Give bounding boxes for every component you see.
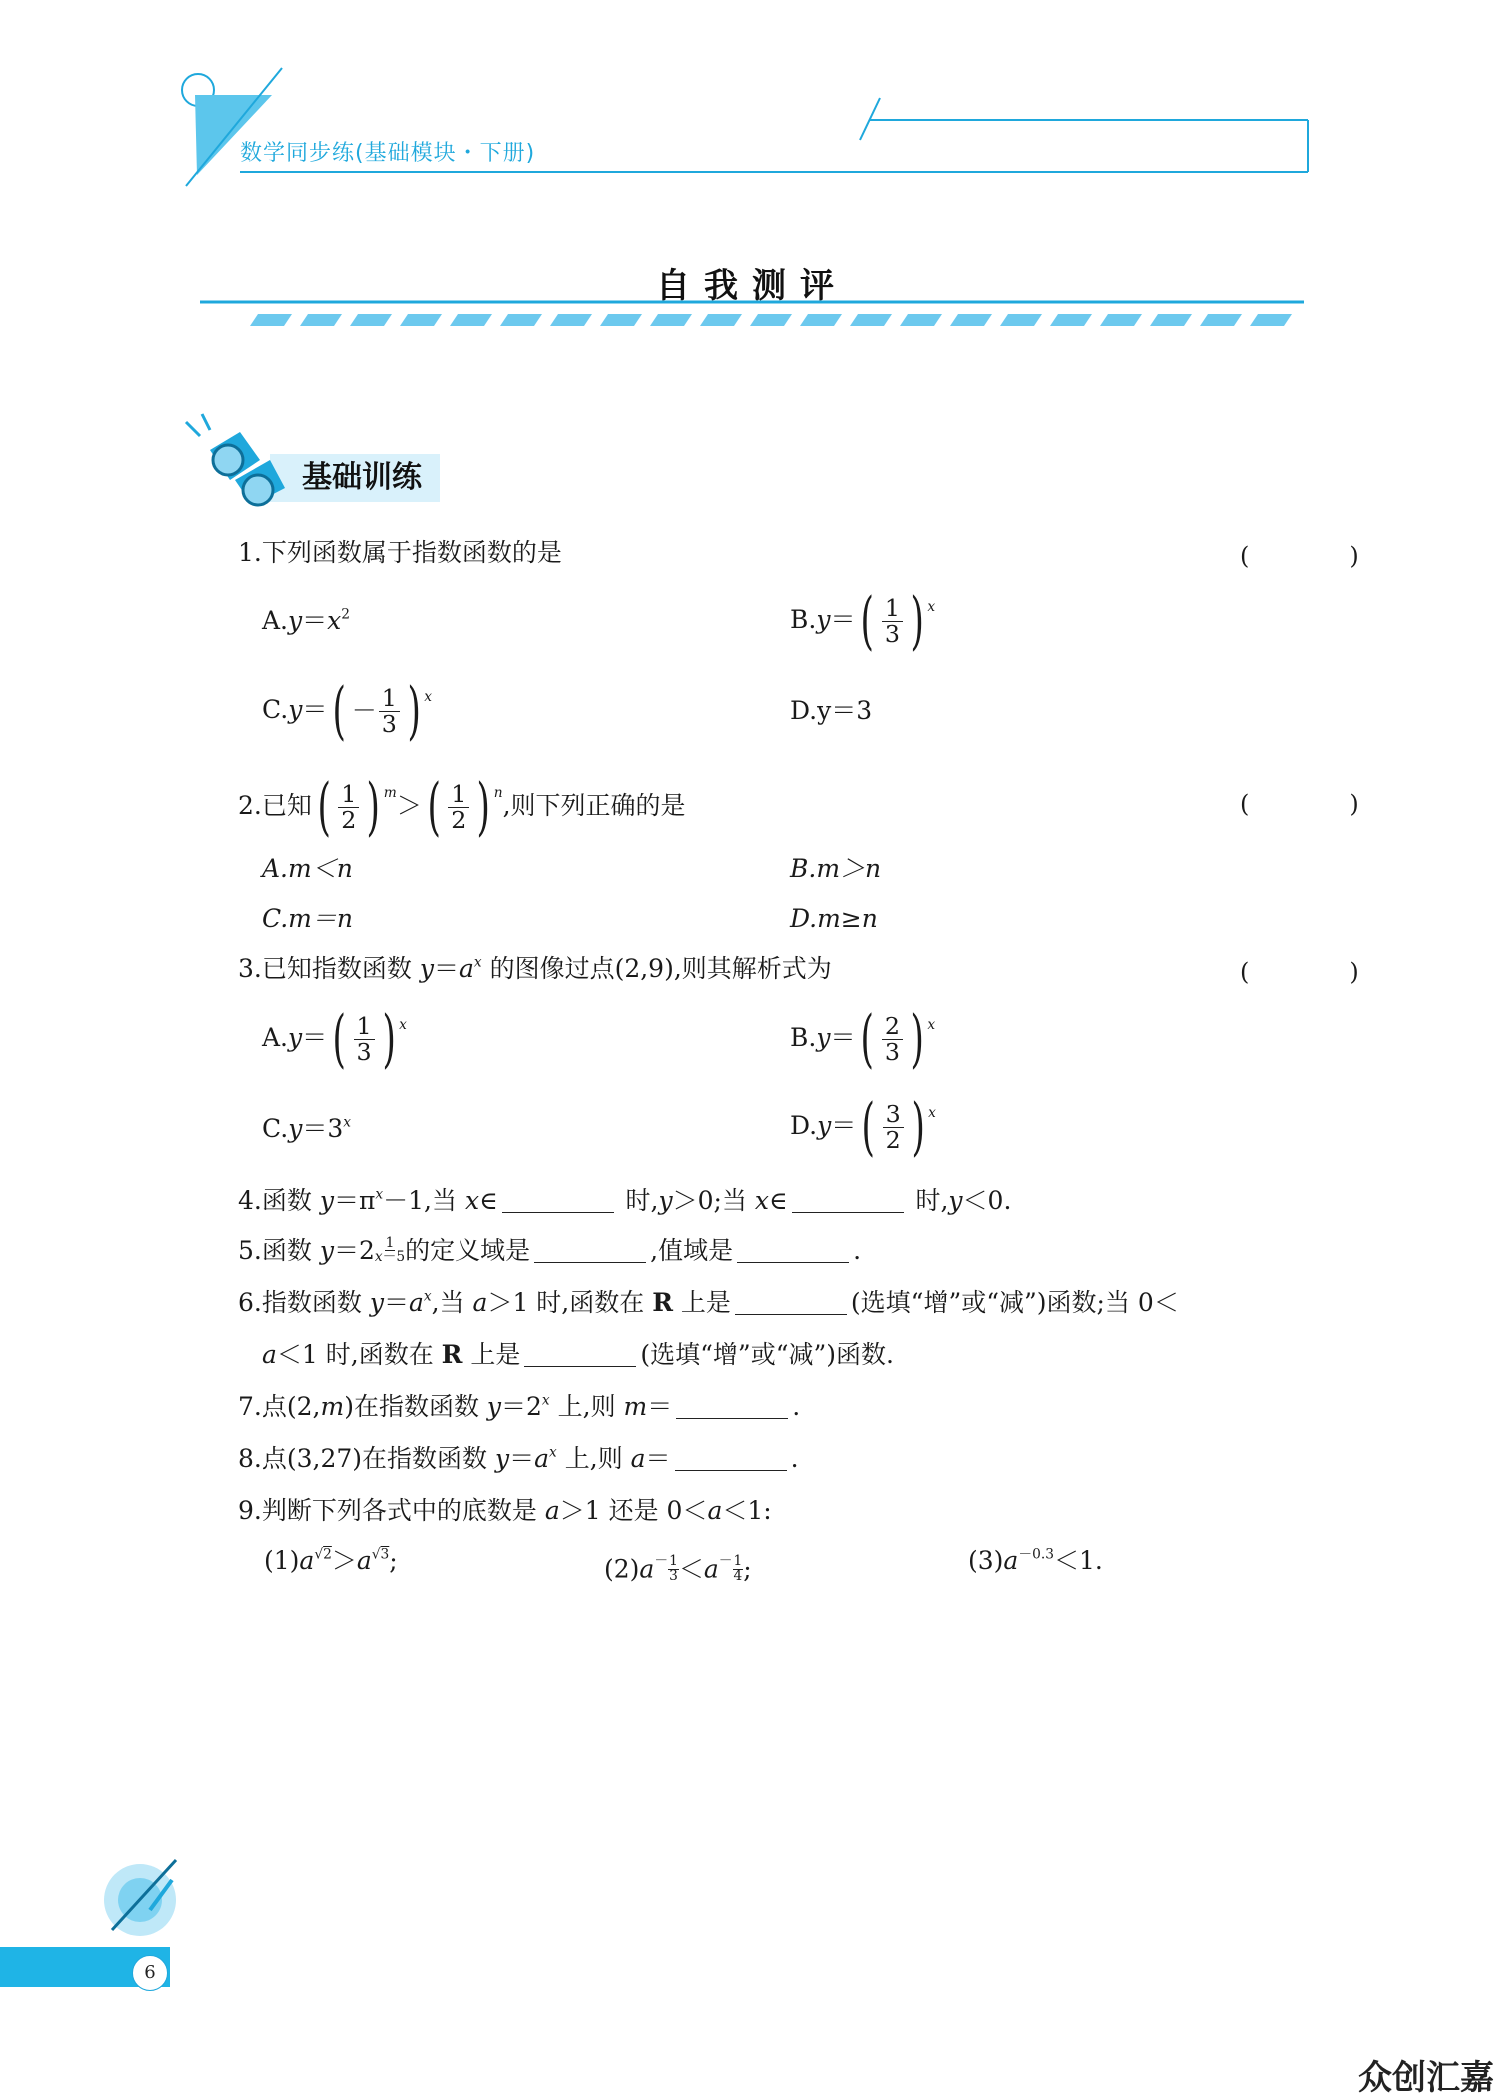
title-stripe [900,314,942,326]
title-stripe [450,314,492,326]
answer-blank[interactable] [676,1396,788,1419]
question-5: 5.函数 y＝2 $\frac{1}{x-5}$ 的定义域是 ,值域是 . [238,1234,862,1266]
answer-blank[interactable] [792,1190,904,1213]
question-1: 1.下列函数属于指数函数的是 [238,538,562,567]
title-stripe [500,314,542,326]
title-stripe [300,314,342,326]
answer-blank[interactable] [735,1292,847,1315]
question-8: 8.点(3,27)在指数函数 $y=a^x$ 上,则 a＝ . [238,1444,799,1473]
q9-part-2: (2)a－ $\frac{1}{3}$ ＜a－ $\frac{1}{4}$ ; [604,1553,752,1584]
watermark: 众创汇嘉 [1358,2058,1494,2098]
q1-option-b: B.y＝ ( $\frac{1}{3}$ ) x [790,584,936,657]
answer-bracket-3: ( ) [1240,958,1397,986]
title-stripe [1100,314,1142,326]
title-stripe [800,314,842,326]
title-stripe [1150,314,1192,326]
header-decoration [0,0,1504,200]
q9-part-1: $(1)a^{√2}>a^{√3}$; [264,1546,398,1575]
q2-option-c: C.m＝n [262,904,353,933]
title-stripe [750,314,792,326]
page-number: 6 [132,1955,168,1991]
question-7: 7.点(2,m)在指数函数 $y=2^x$ 上,则 m＝ . [238,1392,801,1421]
q3-option-c: $C.y=3^x$ [262,1114,351,1143]
section-title: 自我测评 [656,266,848,306]
q2-option-b: B.m＞n [790,854,882,883]
title-stripe [550,314,592,326]
question-2: 2.已知 ( $\frac{1}{2}$ ) m ＞ ( $\frac{1}{2}$ ) n ,则下列正确的是 [238,770,686,843]
q1-option-c: C.y＝ ( － $\frac{1}{3}$ ) x [262,674,433,747]
q3-option-a: A.y＝ ( $\frac{1}{3}$ ) x [262,1002,407,1075]
q9-part-3: $(3)a^{-0.3}<1$. [968,1546,1103,1575]
q3-option-d: D.y＝ ( $\frac{3}{2}$ ) x [790,1090,936,1163]
title-stripe [1250,314,1292,326]
title-stripe [850,314,892,326]
title-stripe [350,314,392,326]
q1-option-a: $A.y=x^2$ [262,606,351,635]
title-stripe [250,314,292,326]
question-6-line-2: a＜1 时,函数在 R 上是 (选填“增”或“减”)函数. [262,1340,894,1369]
q1-option-d: D.y＝3 [790,696,873,725]
title-stripe [600,314,642,326]
title-stripe [400,314,442,326]
title-stripe [950,314,992,326]
title-stripe [650,314,692,326]
subsection-title: 基础训练 [302,460,422,495]
question-9: 9.判断下列各式中的底数是 a＞1 还是 0＜a＜1: [238,1496,772,1525]
answer-blank[interactable] [737,1240,849,1263]
question-6: 6.指数函数 $y=a^x$,当 a＞1 时,函数在 R 上是 (选填“增”或“减”)函数;当 0＜ [238,1288,1179,1317]
answer-blank[interactable] [534,1240,646,1263]
section-title-rule [200,298,1304,332]
question-4: 4.函数 $y=\pi^x-1$,当 x∈ 时,y＞0;当 x∈ 时,y＜0. [238,1186,1012,1215]
answer-blank[interactable] [675,1448,787,1471]
answer-blank[interactable] [524,1344,636,1367]
question-3: 3.已知指数函数 $y=a^x$ 的图像过点(2,9),则其解析式为 [238,954,832,983]
title-stripe [700,314,742,326]
q2-option-a: A.m＜n [262,854,353,883]
answer-blank[interactable] [502,1190,614,1213]
title-stripe [1000,314,1042,326]
book-title: 数学同步练(基础模块・下册) [240,141,536,166]
title-stripe [1200,314,1242,326]
q3-option-b: B.y＝ ( $\frac{2}{3}$ ) x [790,1002,936,1075]
title-stripe [1050,314,1092,326]
answer-bracket-2: ( ) [1240,790,1397,818]
answer-bracket-1: ( ) [1240,542,1397,570]
q2-option-d: D.m≥n [790,904,878,933]
